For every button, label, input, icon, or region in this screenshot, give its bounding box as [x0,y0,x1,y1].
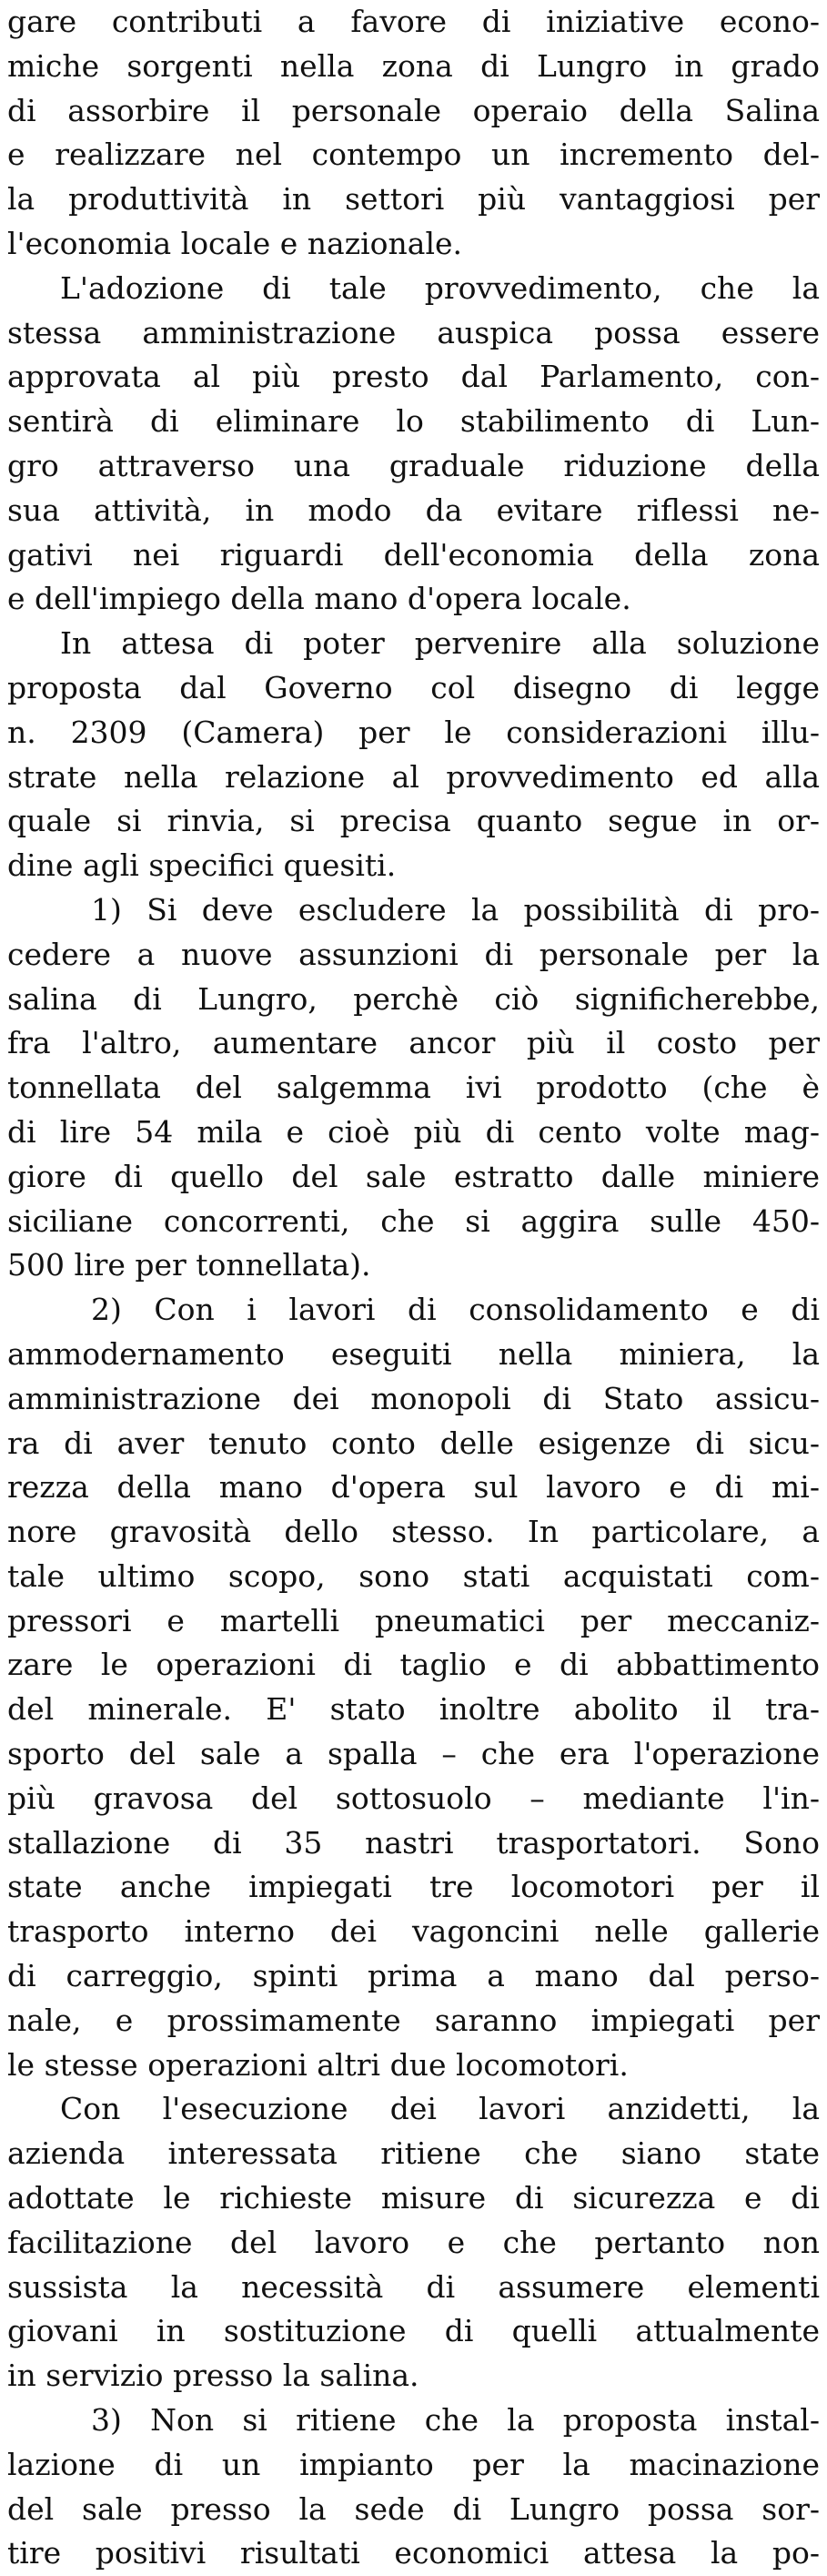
paragraph-contributi [7,0,820,267]
text-line: salina di Lungro, perchè ciò significherebbe, [7,980,820,1017]
paragraph-adozione [7,267,820,622]
text-line: gro attraverso una graduale riduzione della [7,447,820,483]
text-line: trasporto interno dei vagoncini nelle gallerie [7,1913,820,1950]
paragraph-point-2 [7,1288,820,2087]
text-line: sentirà di eliminare lo stabilimento di Lun- [7,403,820,440]
text-line: nore gravosità dello stesso. In particolare, a [7,1514,820,1550]
text-line: proposta dal Governo col disegno di legge [7,669,820,705]
text-line: adottate le richieste misure di sicurezza e di [7,2180,820,2216]
text-line: miche sorgenti nella zona di Lungro in grado [7,47,820,84]
text-line: n. 2309 (Camera) per le considerazioni illu- [7,714,820,750]
text-line: la produttività in settori più vantaggiosi per [7,181,820,218]
text-line: 2) Con i lavori di consolidamento e di [91,1292,820,1328]
text-line: Con l'esecuzione dei lavori anzidetti, la [60,2091,820,2127]
text-line: 3) Non si ritiene che la proposta instal- [91,2402,820,2439]
text-line: rezza della mano d'opera sul lavoro e di mi- [7,1469,820,1506]
text-line: stallazione di 35 nastri trasportatori. Sono [7,1824,820,1861]
paragraph-esecuzione [7,2087,820,2399]
text-line: amministrazione dei monopoli di Stato assicu- [7,1380,820,1416]
text-line: pressori e martelli pneumatici per meccaniz- [7,1602,820,1638]
text-line: state anche impiegati tre locomotori per il [7,1869,820,1905]
text-line: di lire 54 mila e cioè più di cento volte mag- [7,1113,820,1150]
text-line: lazione di un impianto per la macinazione [7,2446,820,2482]
text-line: tonnellata del salgemma ivi prodotto (che è [7,1070,820,1106]
text-line: quale si rinvia, si precisa quanto segue in or- [7,803,820,839]
text-line: approvata al più presto dal Parlamento, con- [7,359,820,395]
text-line: strate nella relazione al provvedimento ed alla [7,758,820,795]
text-line: del minerale. E' stato inoltre abolito il tra- [7,1691,820,1728]
text-line: giovani in sostituzione di quelli attualmente [7,2313,820,2349]
text-line: di carreggio, spinti prima a mano dal perso- [7,1958,820,1994]
text-line: fra l'altro, aumentare ancor più il costo per [7,1025,820,1061]
text-line: azienda interessata ritiene che siano state [7,2135,820,2172]
text-line: In attesa di poter pervenire alla soluzione [60,625,820,662]
text-line: tale ultimo scopo, sono stati acquistati com- [7,1557,820,1594]
text-line: ra di aver tenuto conto delle esigenze di sicu- [7,1425,820,1461]
text-line: zare le operazioni di taglio e di abbattimento [7,1647,820,1683]
text-line: siciliane concorrenti, che si aggira sulle 450- [7,1202,820,1239]
text-line: l'economia locale e nazionale. [7,225,463,261]
text-line: in servizio presso la salina. [7,2358,419,2394]
text-line: 500 lire per tonnellata). [7,1247,371,1283]
text-line: gativi nei riguardi dell'economia della zona [7,536,820,573]
text-line: giore di quello del sale estratto dalle miniere [7,1158,820,1194]
text-line: di assorbire il personale operaio della Salina [7,92,820,128]
text-line: sussista la necessità di assumere elementi [7,2268,820,2305]
paragraph-attesa [7,622,820,888]
paragraph-point-3 [7,2399,820,2576]
text-line: L'adozione di tale provvedimento, che la [60,269,820,306]
text-line: cedere a nuove assunzioni di personale per la [7,936,820,972]
text-line: ammodernamento eseguiti nella miniera, la [7,1335,820,1372]
text-line: più gravosa del sottosuolo – mediante l'in- [7,1780,820,1816]
text-line: stessa amministrazione auspica possa essere [7,314,820,350]
text-line: nale, e prossimamente saranno impiegati per [7,2002,820,2038]
paragraph-point-1 [7,888,820,1288]
text-line: sua attività, in modo da evitare riflessi ne- [7,492,820,528]
text-line: e dell'impiego della mano d'opera locale. [7,581,631,617]
text-line: tire positivi risultati economici attesa la po- [7,2535,820,2571]
text-line: gare contributi a favore di iniziative econo- [7,4,820,39]
text-line: dine agli specifici quesiti. [7,847,397,884]
text-line: del sale presso la sede di Lungro possa sor- [7,2490,820,2527]
text-line: 1) Si deve escludere la possibilità di pro- [91,891,820,928]
text-line: e realizzare nel contempo un incremento del- [7,137,820,173]
text-line: sporto del sale a spalla – che era l'operazione [7,1736,820,1772]
text-line: facilitazione del lavoro e che pertanto non [7,2224,820,2260]
text-line: le stesse operazioni altri due locomotori. [7,2046,629,2083]
